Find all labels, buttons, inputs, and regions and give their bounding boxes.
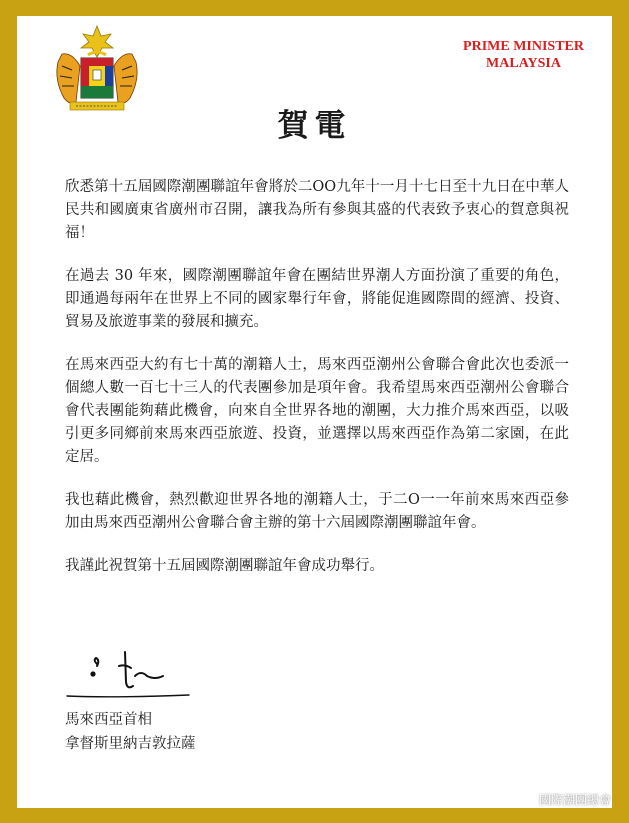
paragraph-3: 在馬來西亞大約有七十萬的潮籍人士，馬來西亞潮州公會聯合會此次也委派一個總人數一百七十三人的代表團參加是項年會。我希望馬來西亞潮州公會聯合會代表團能夠藉此機會，向來自全世界各地的潮團，大力推介馬來西亞，以吸引更多同鄉前來馬來西亞旅遊、投資，並選擇以馬來西亞作為第二家園，在此定居。 [65, 357, 569, 465]
prime-minister-title [463, 38, 584, 72]
paragraph-4: 我也藉此機會，熱烈歡迎世界各地的潮籍人士，于二O一一年前來馬來西亞參加由馬來西亞潮州公會聯合會主辦的第十六屆國際潮團聯誼年會。 [65, 492, 569, 531]
signatory-name: 拿督斯里納吉敦拉薩 [65, 736, 196, 752]
handwritten-signature [63, 646, 193, 710]
wechat-icon [507, 789, 533, 809]
signatory [65, 708, 196, 756]
watermark [507, 789, 611, 809]
paragraph-5: 我謹此祝賀第十五屆國際潮團聯誼年會成功舉行。 [65, 558, 384, 574]
watermark-text: 國際潮團總會 [538, 792, 611, 807]
title-line-2: MALAYSIA [486, 56, 561, 71]
paragraph-2: 在過去 30 年來，國際潮團聯誼年會在團結世界潮人方面扮演了重要的角色，即通過每兩年在世界上不同的國家舉行年會，將能促進國際間的經濟、投資、貿易及旅遊事業的發展和擴充。 [65, 268, 569, 330]
paragraph-1: 欣悉第十五屆國際潮團聯誼年會將於二OO九年十一月十七日至十九日在中華人民共和國廣東省廣州市召開，讓我為所有參與其盛的代表致予衷心的賀意與祝福！ [65, 179, 569, 241]
signatory-title: 馬來西亞首相 [65, 712, 152, 728]
letter-paper [17, 16, 612, 808]
document-heading: 賀電 [277, 108, 352, 144]
letter-body [65, 176, 569, 598]
title-line-1: PRIME MINISTER [463, 39, 584, 54]
